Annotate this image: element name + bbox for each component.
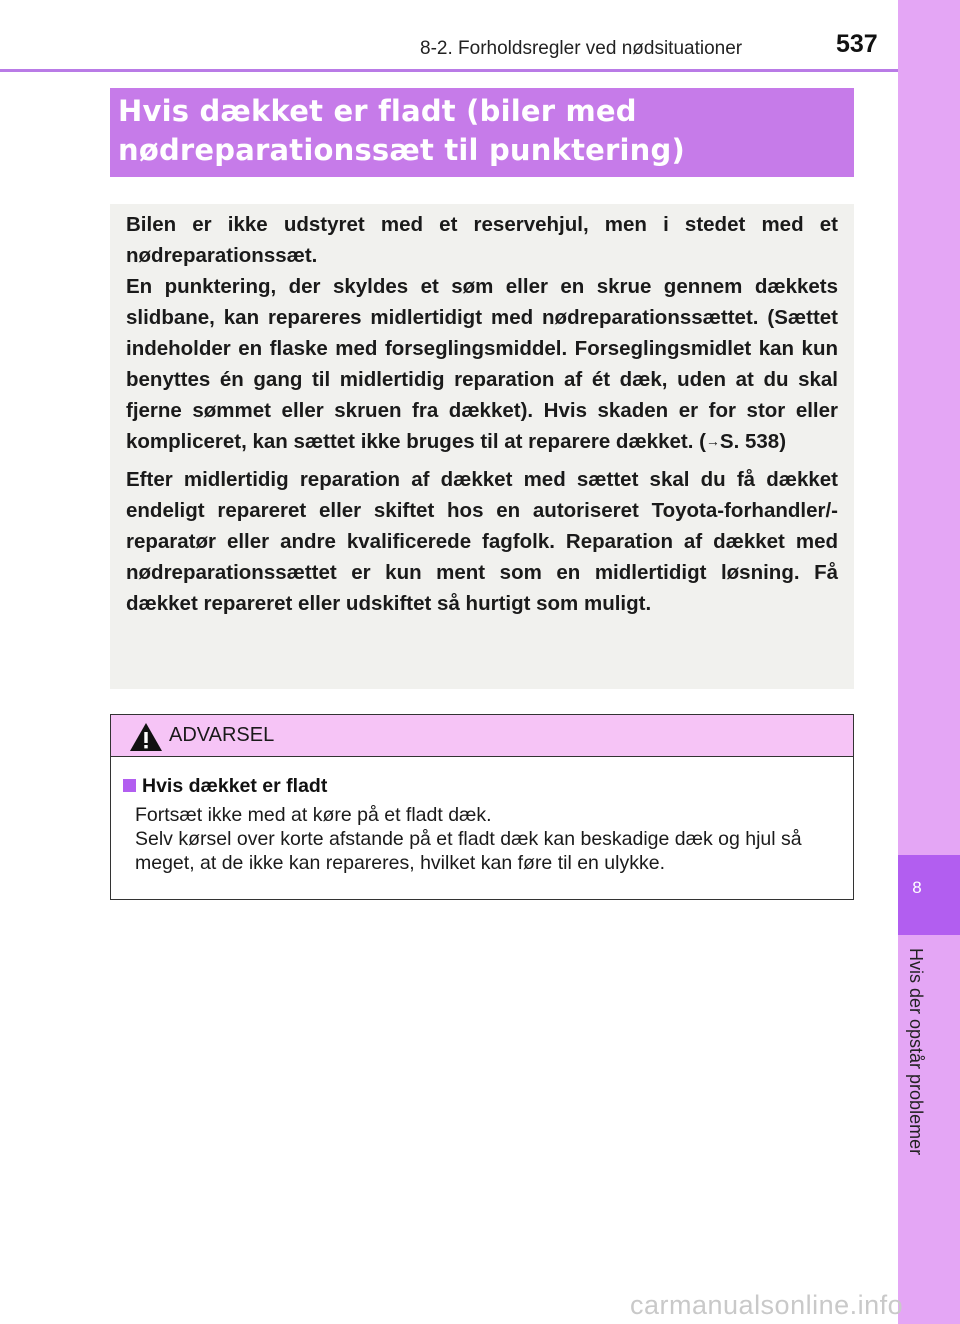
warning-label: ADVARSEL (169, 724, 275, 746)
warning-line-1: Fortsæt ikke med at køre på et fladt dæk. (135, 804, 492, 826)
intro-paragraph-1: Bilen er ikke udstyret med et reservehjul, men i stedet med et nødreparationssæt. (126, 213, 838, 267)
arrow-right-icon: → (705, 433, 720, 449)
warning-heading-text: Hvis dækket er fladt (142, 775, 328, 797)
warning-box (110, 714, 854, 900)
square-bullet-icon (123, 779, 136, 792)
chapter-title: Hvis der opstår problemer (906, 948, 926, 1156)
header-section-title: 8-2. Forholdsregler ved nødsituationer (420, 38, 743, 59)
warning-line-2: Selv kørsel over korte afstande på et fladt dæk kan beskadige dæk og hjul så meget, at de ikke kan repareres, hvilket kan føre til en ulykke. (135, 828, 802, 874)
warning-body (111, 757, 853, 875)
page-number: 537 (836, 30, 878, 58)
warning-heading (123, 773, 839, 799)
section-title (118, 92, 846, 170)
chapter-number: 8 (912, 878, 922, 897)
warning-header (111, 715, 853, 757)
intro-paragraph-2 (126, 271, 838, 457)
warning-text (135, 803, 839, 875)
section-title-line1: Hvis dækket er fladt (biler med (118, 94, 637, 128)
intro-box (110, 204, 854, 689)
section-title-line2: nødreparationssæt til punktering) (118, 133, 685, 167)
watermark: carmanualsonline.info (630, 1290, 904, 1320)
page-reference-link[interactable]: S. 538) (719, 430, 787, 453)
section-title-box (110, 88, 854, 177)
intro-paragraph-2-text: En punktering, der skyldes et søm eller en skrue gennem dækkets slidbane, kan repareres midlertidigt med nødreparationssættet. (Sættet indeholder en flaske med forseglingsmiddel. Forseglingsmidlet kan kun benyttes én gang til midlertidig reparation af ét dæk, uden at du skal fjerne sømmet eller skruen fra dækket). Hvis skaden er for stor eller kompliceret, kan sættet ikke bruges til at reparere dækket. ( (126, 275, 838, 453)
warning-triangle-icon (129, 722, 163, 752)
header-divider (0, 69, 898, 72)
intro-paragraph-3: Efter midlertidig reparation af dækket med sættet skal du få dækket endeligt repareret eller skiftet hos en autoriseret Toyota-forhandler/-reparatør eller andre kvalificerede fagfolk. Reparation af dækket med nødreparationssættet er kun ment som en midlertidigt løsning. Få dækket repareret eller udskiftet så hurtigt som muligt. (126, 468, 838, 615)
